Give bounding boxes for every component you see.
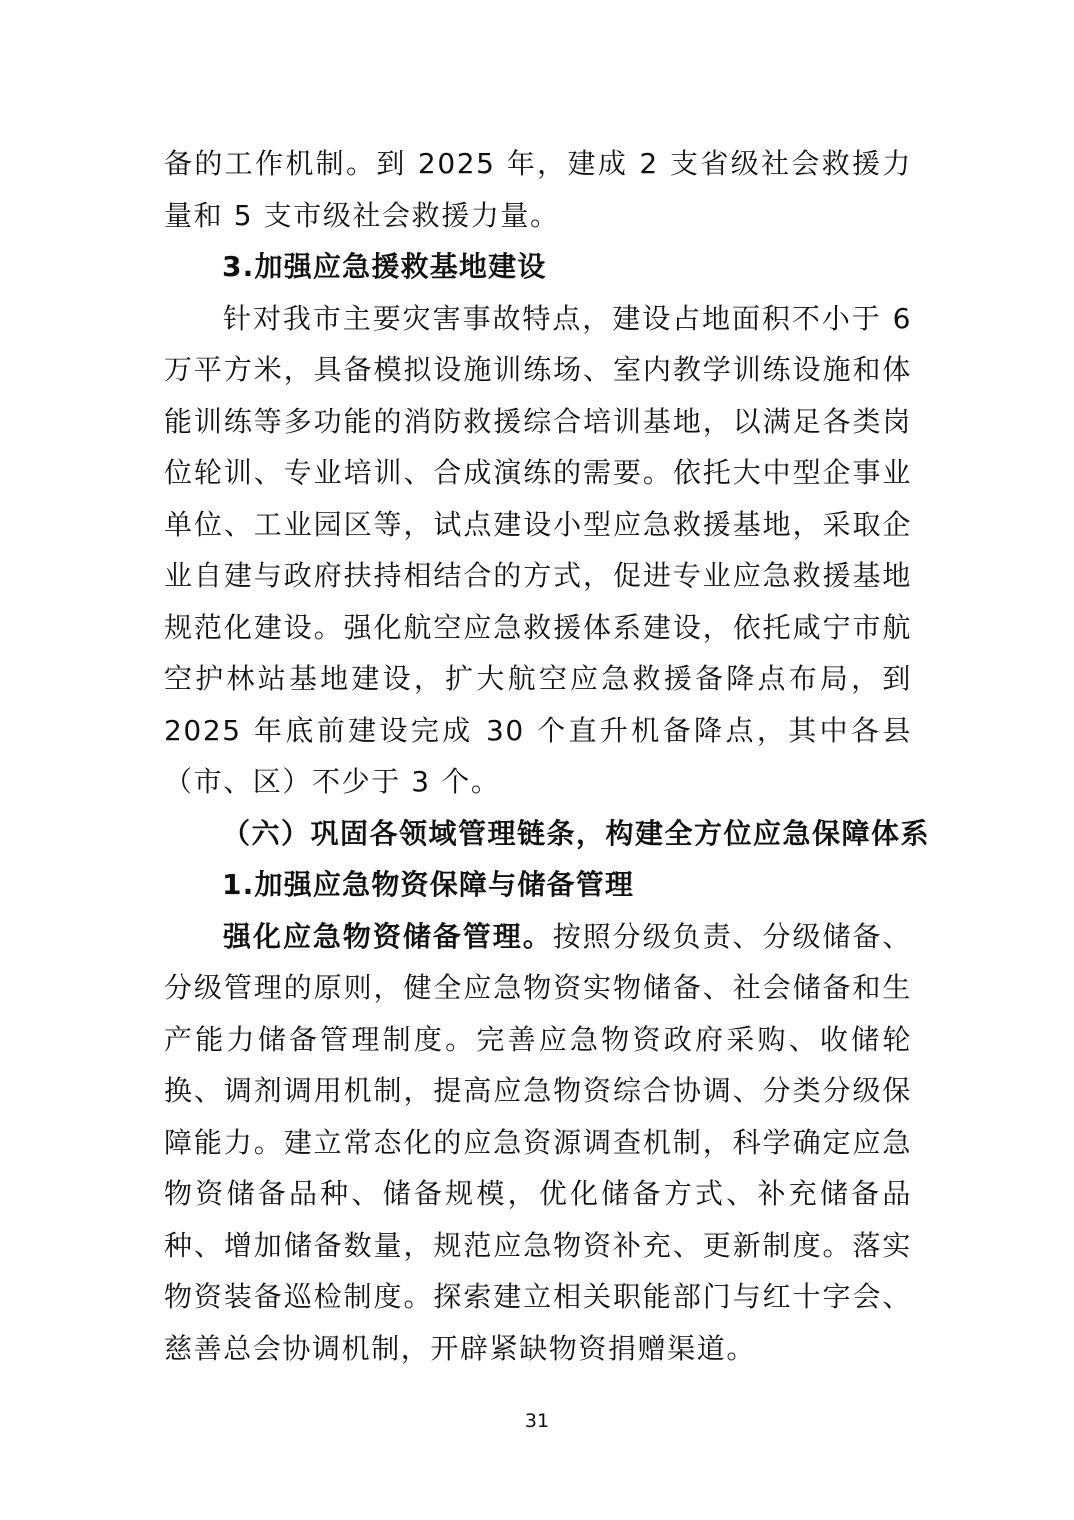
heading-material-reserve: 1.加强应急物资保障与储备管理 (222, 868, 635, 901)
paragraph-rescue-base: 针对我市主要灾害事故特点，建设占地面积不小于 6 万平方米，具备模拟设施训练场、室内教学训练设施和体能训练等多功能的消防救援综合培训基地，以满足各类岗位轮训、专业培训、合成演练的需要。依托大中型企事业单位、工业园区等，试点建设小型应急救援基地，采取企业自建与政府扶持相结合的方式，促进专业应急救援基地规范化建设。强化航空应急救援体系建设，依托咸宁市航空护林站基地建设，扩大航空应急救援备降点布局，到 2025 年底前建设完成 30 个直升机备降点，其中各县（市、区）不少于 3 个。 (164, 301, 912, 798)
paragraph-material-reserve (164, 911, 912, 1375)
page-content (164, 138, 931, 1374)
paragraph-body: 按照分级负责、分级储备、分级管理的原则，健全应急物资实物储备、社会储备和生产能力储备管理制度。完善应急物资政府采购、收储轮换、调剂调用机制，提高应急物资综合协调、分类分级保障能力。建立常态化的应急资源调查机制，科学确定应急物资储备品种、储备规模，优化储备方式、补充储备品种、增加储备数量，规范应急物资补充、更新制度。落实物资装备巡检制度。探索建立相关职能部门与红十字会、慈善总会协调机制，开辟紧缺物资捐赠渠道。 (164, 919, 912, 1365)
page-number: 31 (524, 1410, 550, 1432)
paragraph-continuation: 备的工作机制。到 2025 年，建成 2 支省级社会救援力量和 5 支市级社会救援力量。 (164, 147, 912, 232)
heading-rescue-base: 3.加强应急援救基地建设 (222, 250, 547, 283)
paragraph-lead-phrase: 强化应急物资储备管理。 (223, 919, 553, 953)
heading-section-six: （六）巩固各领域管理链条，构建全方位应急保障体系 (222, 816, 931, 850)
